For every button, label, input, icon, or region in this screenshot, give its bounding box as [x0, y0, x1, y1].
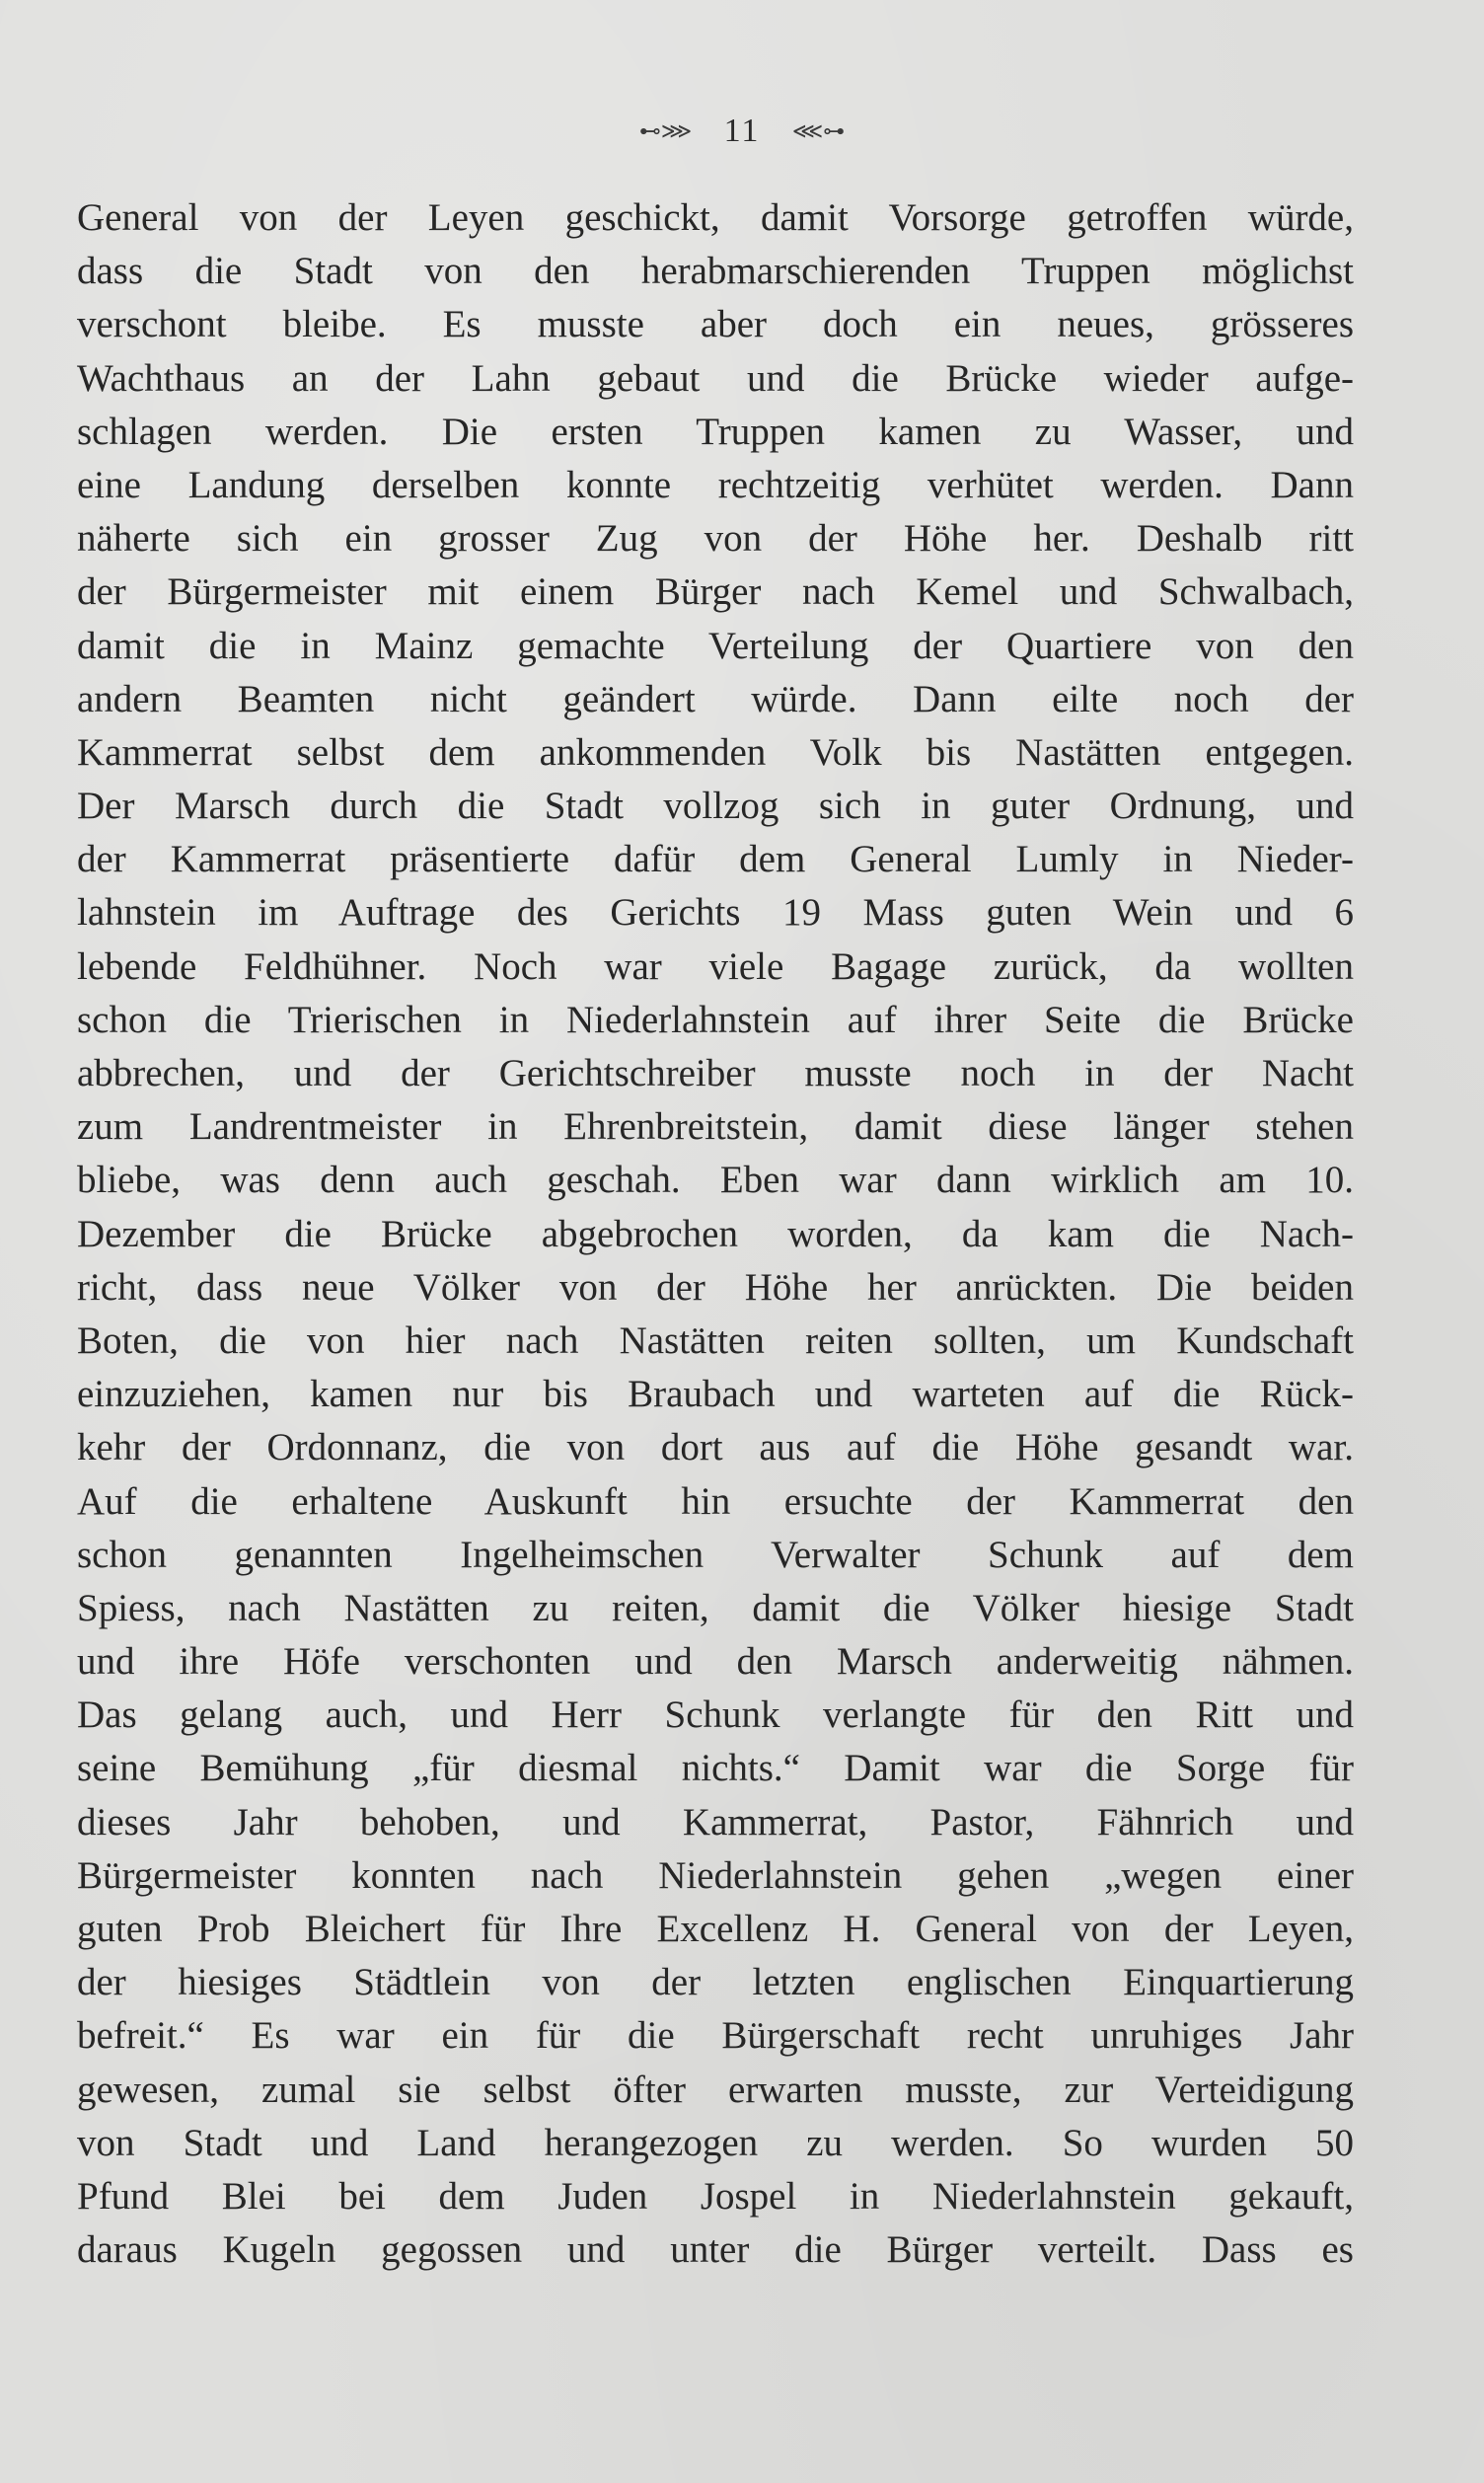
text-line: Der Marsch durch die Stadt vollzog sich in guter Ordnung, und — [77, 785, 1354, 828]
text-line: und ihre Höfe verschonten und den Marsch anderweitig nähmen. — [77, 1640, 1354, 1684]
running-head — [0, 111, 1484, 150]
text-line: lahnstein im Auftrage des Gerichts 19 Mass guten Wein und 6 — [77, 891, 1354, 935]
text-line: von Stadt und Land herangezogen zu werden. So wurden 50 — [77, 2121, 1354, 2164]
text-line: Dezember die Brücke abgebrochen worden, da kam die Nach- — [77, 1212, 1354, 1255]
text-line: damit die in Mainz gemachte Verteilung der Quartiere von den — [77, 624, 1354, 667]
text-line: Pfund Blei bei dem Juden Jospel in Niederlahnstein gekauft, — [77, 2174, 1354, 2218]
text-line: kehr der Ordonnanz, die von dort aus auf die Höhe gesandt war. — [77, 1426, 1354, 1469]
ornament-left-icon: ⊷⋙ — [638, 118, 693, 144]
text-line: richt, dass neue Völker von der Höhe her anrückten. Die beiden — [77, 1265, 1354, 1309]
text-line: Auf die erhaltene Auskunft hin ersuchte der Kammerrat den — [77, 1479, 1354, 1523]
text-line: einzuziehen, kamen nur bis Braubach und warteten auf die Rück- — [77, 1373, 1354, 1416]
text-line: dass die Stadt von den herabmarschierenden Truppen möglichst — [77, 250, 1354, 293]
text-line: andern Beamten nicht geändert würde. Dann eilte noch der — [77, 677, 1354, 720]
text-line: zum Landrentmeister in Ehrenbreitstein, damit diese länger stehen — [77, 1105, 1354, 1149]
text-line: eine Landung derselben konnte rechtzeitig verhütet werden. Dann — [77, 463, 1354, 506]
text-line: schon genannten Ingelheimschen Verwalter Schunk auf dem — [77, 1533, 1354, 1576]
text-line: Spiess, nach Nastätten zu reiten, damit die Völker hiesige Stadt — [77, 1586, 1354, 1629]
text-line: guten Prob Bleichert für Ihre Excellenz H. General von der Leyen, — [77, 1908, 1354, 1950]
text-line: dieses Jahr behoben, und Kammerrat, Pastor, Fähnrich und — [77, 1800, 1354, 1843]
text-line: Kammerrat selbst dem ankommenden Volk bis Nastätten entgegen. — [77, 730, 1354, 774]
text-line: schlagen werden. Die ersten Truppen kamen zu Wasser, und — [77, 410, 1354, 453]
body-text — [77, 191, 1354, 2277]
text-line: Bürgermeister konnten nach Niederlahnstein gehen „wegen einer — [77, 1853, 1354, 1897]
text-line: Das gelang auch, und Herr Schunk verlangte für den Ritt und — [77, 1693, 1354, 1737]
text-line: daraus Kugeln gegossen und unter die Bürger verteilt. Dass es — [77, 2228, 1354, 2272]
text-line: der hiesiges Städtlein von der letzten englischen Einquartierung — [77, 1961, 1354, 2004]
text-line: näherte sich ein grosser Zug von der Höhe her. Deshalb ritt — [77, 517, 1354, 561]
text-line: seine Bemühung „für diesmal nichts.“ Damit war die Sorge für — [77, 1747, 1354, 1790]
text-line: verschont bleibe. Es musste aber doch ein neues, grösseres — [77, 303, 1354, 346]
text-line: bliebe, was denn auch geschah. Eben war dann wirklich am 10. — [77, 1159, 1354, 1202]
text-line: lebende Feldhühner. Noch war viele Bagage zurück, da wollten — [77, 944, 1354, 988]
text-line: befreit.“ Es war ein für die Bürgerschaft recht unruhiges Jahr — [77, 2014, 1354, 2058]
text-line: schon die Trierischen in Niederlahnstein auf ihrer Seite die Brücke — [77, 998, 1354, 1041]
text-line: Boten, die von hier nach Nastätten reiten sollten, um Kundschaft — [77, 1318, 1354, 1362]
page-number: 11 — [723, 113, 761, 150]
text-line: der Bürgermeister mit einem Bürger nach Kemel und Schwalbach, — [77, 570, 1354, 614]
ornament-right-icon: ⋘⊶ — [791, 118, 846, 144]
text-line: Wachthaus an der Lahn gebaut und die Brücke wieder aufge- — [77, 356, 1354, 400]
text-line: gewesen, zumal sie selbst öfter erwarten musste, zur Verteidigung — [77, 2068, 1354, 2111]
text-line: abbrechen, und der Gerichtschreiber musste noch in der Nacht — [77, 1052, 1354, 1094]
text-line: der Kammerrat präsentierte dafür dem General Lumly in Nieder- — [77, 838, 1354, 881]
text-line: General von der Leyen geschickt, damit Vorsorge getroffen würde, — [77, 196, 1354, 239]
